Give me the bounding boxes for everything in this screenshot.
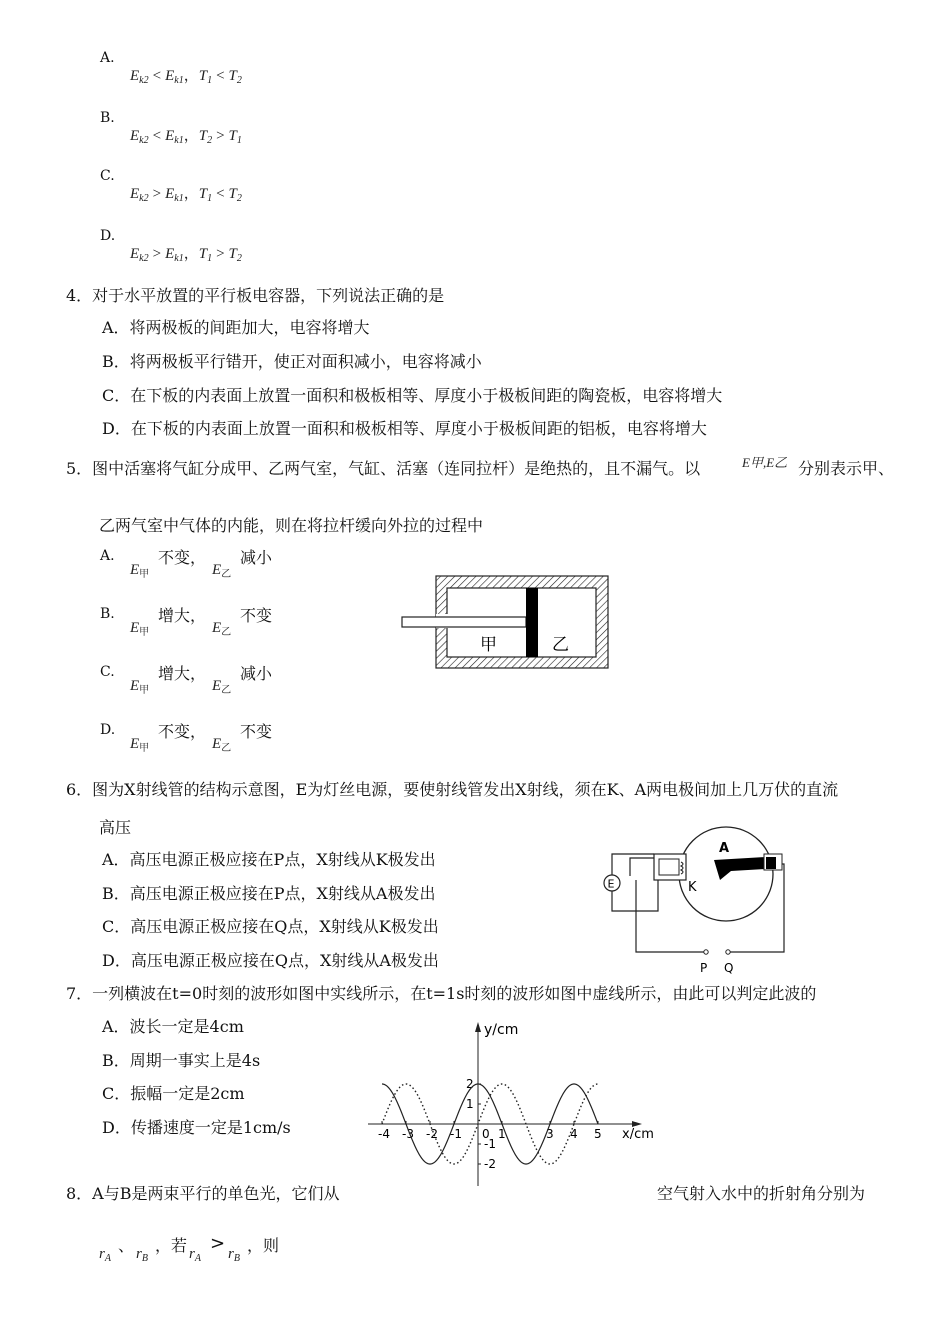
energy-symbol: E bbox=[130, 246, 140, 262]
energy-symbol: E bbox=[165, 186, 175, 202]
question-5-option-word-2: 减小 bbox=[240, 664, 273, 683]
period-symbol: T bbox=[198, 246, 208, 262]
comparison-operator: > bbox=[152, 246, 162, 262]
question-6-option-c: C．高压电源正极应接在Q点，X射线从K极发出 bbox=[102, 917, 439, 936]
question-5-option-word-1: 增大， bbox=[158, 606, 207, 625]
xray-tube-figure bbox=[596, 824, 792, 976]
question-5-option-word-2: 不变 bbox=[240, 606, 273, 625]
period-symbol: T bbox=[198, 128, 208, 144]
question-5-option-label: A. bbox=[100, 548, 115, 564]
x-tick-label: 1 bbox=[498, 1127, 506, 1141]
y-axis-label: y/cm bbox=[484, 1022, 519, 1038]
separator: 、 bbox=[118, 1236, 135, 1255]
question-3-option-label: D. bbox=[100, 228, 116, 244]
energy-subscript: k1 bbox=[174, 193, 184, 204]
question-4-option-b: B．将两极板平行错开，使正对面积减小，电容将减小 bbox=[102, 352, 482, 371]
question-5-stem-part2: 分别表示甲、 bbox=[798, 459, 895, 478]
energy-jia-symbol: $E_甲$ bbox=[130, 678, 150, 696]
question-5-option-word-2: 不变 bbox=[240, 722, 273, 741]
x-tick-label: -2 bbox=[426, 1127, 438, 1141]
period-symbol: T bbox=[228, 186, 237, 202]
energy-subscript: k1 bbox=[174, 75, 184, 86]
terminal-p bbox=[704, 950, 708, 954]
question-8-stem-left: 8．A与B是两束平行的单色光，它们从 bbox=[66, 1184, 340, 1203]
question-6-option-d: D．高压电源正极应接在Q点，X射线从A极发出 bbox=[102, 951, 439, 970]
question-6-stem-line2: 高压 bbox=[99, 818, 132, 837]
x-tick-label: -4 bbox=[378, 1127, 390, 1141]
comma: ， bbox=[183, 186, 199, 202]
comparison-operator: > bbox=[216, 128, 225, 144]
question-5-option-word-2: 减小 bbox=[240, 548, 273, 567]
question-7-option-a: A．波长一定是4cm bbox=[102, 1017, 244, 1036]
question-4-option-d: D．在下板的内表面上放置一面积和极板相等、厚度小于极板间距的铝板，电容将增大 bbox=[102, 419, 707, 438]
question-6-stem: 6．图为X射线管的结构示意图，E为灯丝电源，要使射线管发出X射线，须在K、A两电极间加上几万伏的直流 bbox=[66, 780, 839, 799]
y-tick-label: -2 bbox=[484, 1157, 496, 1171]
anode-stem bbox=[766, 857, 776, 869]
energy-symbol: E bbox=[165, 246, 175, 262]
question-5-option-label: B. bbox=[100, 606, 115, 622]
y-axis-arrow bbox=[475, 1022, 481, 1032]
period-subscript: 2 bbox=[236, 193, 242, 204]
question-3-option-label: B. bbox=[100, 110, 115, 126]
question-8-stem-right: 空气射入水中的折射角分别为 bbox=[657, 1184, 866, 1203]
r-b-symbol-2: $r_B$ bbox=[228, 1246, 240, 1264]
x-tick-label: 0 bbox=[482, 1127, 490, 1141]
comma: ， bbox=[183, 246, 199, 262]
energy-jia-symbol: $E_甲$ bbox=[130, 736, 150, 754]
energy-yi-symbol: $E_乙$ bbox=[212, 562, 232, 580]
comma: ， bbox=[183, 128, 199, 144]
energy-symbol: E bbox=[165, 68, 175, 84]
period-symbol: T bbox=[228, 68, 237, 84]
x-tick-label: 4 bbox=[570, 1127, 578, 1141]
energy-subscript: k1 bbox=[174, 253, 184, 264]
piston bbox=[526, 588, 538, 657]
question-7-option-d: D．传播速度一定是1cm/s bbox=[102, 1118, 291, 1137]
r-a-symbol-2: $r_A$ bbox=[189, 1246, 201, 1264]
x-tick-label: -1 bbox=[450, 1127, 462, 1141]
question-6-option-a: A．高压电源正极应接在P点，X射线从K极发出 bbox=[102, 850, 436, 869]
period-subscript: 1 bbox=[236, 135, 242, 146]
chamber-yi-label: 乙 bbox=[552, 635, 569, 655]
comma: ， bbox=[183, 68, 199, 84]
period-symbol: T bbox=[198, 186, 208, 202]
question-3-option-label: A. bbox=[100, 50, 115, 66]
period-symbol: T bbox=[198, 68, 208, 84]
question-6-option-b: B．高压电源正极应接在P点，X射线从A极发出 bbox=[102, 884, 436, 903]
energy-symbol: E bbox=[165, 128, 175, 144]
energy-subscript: k2 bbox=[139, 75, 149, 86]
pull-rod bbox=[402, 617, 526, 627]
question-5-stem bbox=[66, 459, 700, 479]
energy-subscript: k2 bbox=[139, 193, 149, 204]
period-subscript: 2 bbox=[236, 75, 242, 86]
y-tick-label: 2 bbox=[466, 1077, 474, 1091]
energy-jia-symbol: $E_甲$ bbox=[130, 620, 150, 638]
period-subscript: 1 bbox=[207, 75, 213, 86]
question-5-stem-part1: 5．图中活塞将气缸分成甲、乙两气室，气缸、活塞（连同拉杆）是绝热的，且不漏气。以 bbox=[66, 459, 701, 478]
question-7-stem: 7．一列横波在t=0时刻的波形如图中实线所示，在t=1s时刻的波形如图中虚线所示，由此可以判定此波的 bbox=[66, 984, 817, 1003]
question-7-option-b: B．周期一事实上是4s bbox=[102, 1051, 261, 1070]
question-3-option-expression bbox=[130, 242, 242, 264]
question-5-option-word-1: 增大， bbox=[158, 664, 207, 683]
energy-symbol: E bbox=[130, 186, 140, 202]
r-b-symbol: $r_B$ bbox=[136, 1246, 148, 1264]
question-5-option-word-1: 不变， bbox=[158, 722, 207, 741]
x-tick-label: 3 bbox=[546, 1127, 554, 1141]
period-subscript: 1 bbox=[207, 193, 213, 204]
y-tick-label: -1 bbox=[484, 1137, 496, 1151]
question-4-stem: 4．对于水平放置的平行板电容器，下列说法正确的是 bbox=[66, 286, 445, 305]
question-4-option-a: A．将两极板的间距加大，电容将增大 bbox=[102, 318, 370, 337]
question-5-option-word-1: 不变， bbox=[158, 548, 207, 567]
filament-wire-top bbox=[630, 858, 654, 876]
anode-label: A bbox=[719, 841, 730, 856]
cathode-label: K bbox=[688, 880, 697, 895]
energy-jia-symbol: $E_甲$ bbox=[130, 562, 150, 580]
energy-subscript: k1 bbox=[174, 135, 184, 146]
question-8-line2 bbox=[99, 1233, 399, 1272]
question-5-option-label: D. bbox=[100, 722, 116, 738]
terminal-q-label: Q bbox=[724, 961, 734, 975]
comparison-operator: < bbox=[216, 68, 225, 84]
energy-yi-symbol: $E_乙$ bbox=[212, 736, 232, 754]
question-3-option-expression bbox=[130, 182, 242, 204]
question-5-stem-line2: 乙两气室中气体的内能，则在将拉杆缓向外拉的过程中 bbox=[99, 516, 484, 535]
terminal-p-label: P bbox=[700, 961, 708, 975]
question-7-option-c: C．振幅一定是2cm bbox=[102, 1084, 245, 1103]
energy-yi-symbol: $E_乙$ bbox=[212, 620, 232, 638]
question-5-stem-symbols: E甲,E乙 bbox=[742, 455, 788, 470]
comparison-operator: < bbox=[152, 68, 162, 84]
energy-yi-symbol: $E_乙$ bbox=[212, 678, 232, 696]
piston-cylinder-figure bbox=[400, 574, 610, 670]
x-axis-label: x/cm bbox=[622, 1127, 654, 1142]
comparison-operator: < bbox=[152, 128, 162, 144]
wave-chart bbox=[360, 1018, 660, 1190]
question-5-option-label: C. bbox=[100, 664, 115, 680]
period-symbol: T bbox=[228, 128, 237, 144]
period-subscript: 1 bbox=[207, 253, 213, 264]
then-word: ，则 bbox=[247, 1236, 280, 1255]
period-subscript: 2 bbox=[236, 253, 242, 264]
question-4-option-c: C．在下板的内表面上放置一面积和极板相等、厚度小于极板间距的陶瓷板，电容将增大 bbox=[102, 386, 723, 405]
question-3-option-expression bbox=[130, 124, 242, 146]
period-symbol: T bbox=[228, 246, 237, 262]
question-3-option-expression bbox=[130, 64, 242, 86]
energy-symbol: E bbox=[130, 68, 140, 84]
greater-than-sign: > bbox=[210, 1233, 226, 1254]
energy-symbol: E bbox=[130, 128, 140, 144]
filament-wire-a bbox=[612, 854, 654, 875]
filament-holder bbox=[659, 859, 679, 875]
question-3-option-label: C. bbox=[100, 168, 115, 184]
x-tick-label: 5 bbox=[594, 1127, 602, 1141]
condition-word: ，若 bbox=[155, 1236, 188, 1255]
energy-subscript: k2 bbox=[139, 135, 149, 146]
period-subscript: 2 bbox=[207, 135, 213, 146]
terminal-q bbox=[726, 950, 730, 954]
y-tick-label: 1 bbox=[466, 1097, 474, 1111]
power-source-label: E bbox=[607, 877, 615, 891]
x-tick-label: -3 bbox=[402, 1127, 414, 1141]
energy-subscript: k2 bbox=[139, 253, 149, 264]
comparison-operator: < bbox=[216, 186, 225, 202]
comparison-operator: > bbox=[152, 186, 162, 202]
chamber-jia-label: 甲 bbox=[480, 635, 497, 655]
r-a-symbol: $r_A$ bbox=[99, 1246, 111, 1264]
comparison-operator: > bbox=[216, 246, 225, 262]
